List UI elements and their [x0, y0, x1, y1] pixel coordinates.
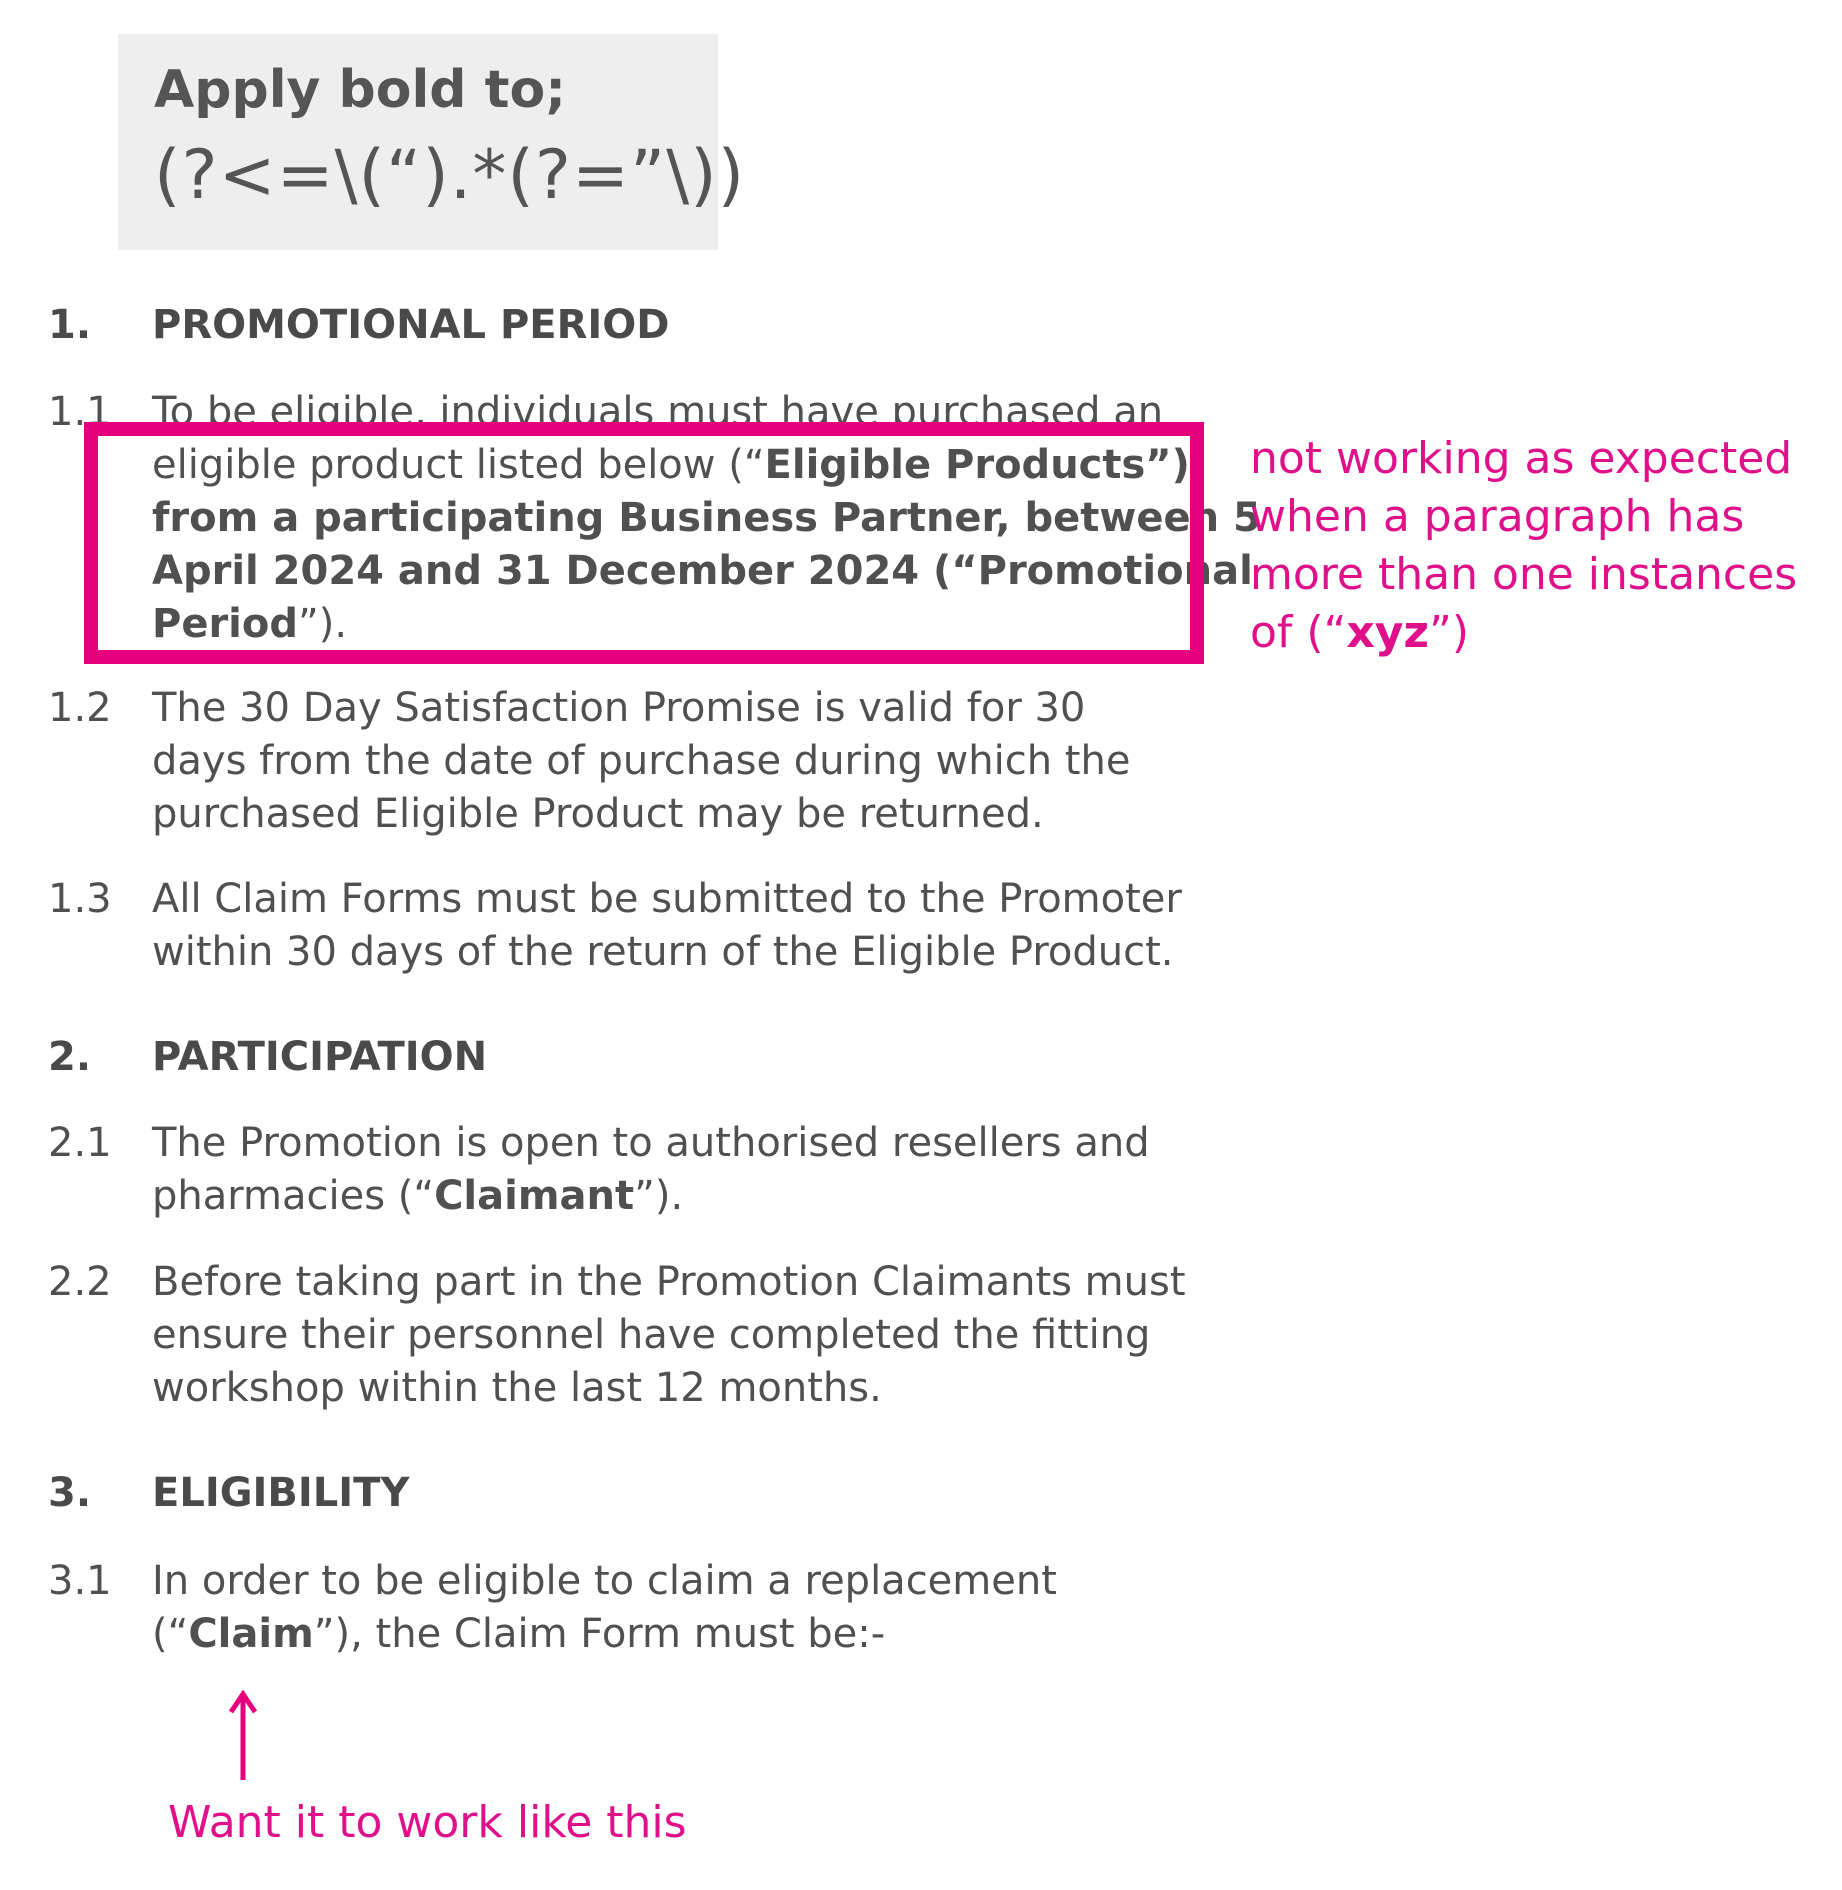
- issue-annotation: [1250, 430, 1797, 662]
- clause-body: [152, 873, 1182, 979]
- clause-line: from a participating Business Partner, between 5: [152, 495, 1261, 541]
- clause-line: Before taking part in the Promotion Claimants must: [152, 1259, 1186, 1305]
- section-title: PROMOTIONAL PERIOD: [152, 302, 670, 348]
- clause-line: ensure their personnel have completed the fitting: [152, 1312, 1151, 1358]
- annotation-line: when a paragraph has: [1250, 491, 1745, 542]
- highlight-box: [84, 422, 1204, 664]
- clause-line: In order to be eligible to claim a replacement: [152, 1558, 1057, 1604]
- section-number: 2.: [48, 1034, 92, 1080]
- clause-body: [152, 1117, 1150, 1223]
- annotation-line: not working as expected: [1250, 433, 1793, 484]
- clause-number: 1.2: [48, 685, 112, 731]
- clause-bold-text: Claim: [188, 1611, 314, 1657]
- clause-line: purchased Eligible Product may be returned.: [152, 791, 1044, 837]
- up-arrow-icon: [228, 1690, 258, 1782]
- clause-line: The Promotion is open to authorised resellers and: [152, 1120, 1150, 1166]
- section-number: 1.: [48, 302, 92, 348]
- callout-title: Apply bold to;: [154, 60, 566, 120]
- clause-body: [152, 682, 1130, 841]
- desired-annotation: Want it to work like this: [168, 1797, 687, 1848]
- clause-line: The 30 Day Satisfaction Promise is valid for 30: [152, 685, 1086, 731]
- clause-text: ”).: [298, 601, 348, 647]
- clause-number: 3.1: [48, 1558, 112, 1604]
- clause-line: workshop within the last 12 months.: [152, 1365, 882, 1411]
- clause-line: within 30 days of the return of the Eligible Product.: [152, 929, 1174, 975]
- clause-body: [152, 1555, 1057, 1661]
- annotation-text: of (“: [1250, 607, 1347, 658]
- clause-text: ”), the Claim Form must be:-: [313, 1611, 886, 1657]
- section-title: PARTICIPATION: [152, 1034, 488, 1080]
- clause-bold-text: Eligible Products”): [764, 442, 1190, 488]
- clause-text: ”).: [634, 1173, 684, 1219]
- clause-text: pharmacies (“: [152, 1173, 435, 1219]
- clause-line: days from the date of purchase during which the: [152, 738, 1131, 784]
- annotation-bold-text: xyz: [1346, 607, 1430, 658]
- callout-regex: (?<=\(“).*(?=”\)): [154, 136, 746, 215]
- clause-text: eligible product listed below (“: [152, 442, 765, 488]
- annotation-line: [1250, 604, 1797, 662]
- clause-number: 2.2: [48, 1259, 112, 1305]
- clause-number: 2.1: [48, 1120, 112, 1166]
- clause-number: 1.3: [48, 876, 112, 922]
- clause-line: April 2024 and 31 December 2024 (“Promotional: [152, 548, 1253, 594]
- section-number: 3.: [48, 1470, 92, 1516]
- clause-line: All Claim Forms must be submitted to the Promoter: [152, 876, 1182, 922]
- clause-line: [152, 1608, 1057, 1661]
- clause-bold-text: Period: [152, 601, 298, 647]
- clause-body: [152, 1256, 1186, 1415]
- section-title: ELIGIBILITY: [152, 1470, 410, 1516]
- clause-line: To be eligible, individuals must have purchased an: [152, 389, 1164, 435]
- clause-text: (“: [152, 1611, 189, 1657]
- clause-bold-text: Claimant: [434, 1173, 635, 1219]
- annotation-text: ”): [1429, 607, 1469, 658]
- clause-number: 1.1: [48, 389, 112, 435]
- regex-callout: [118, 34, 746, 250]
- annotation-line: more than one instances: [1250, 549, 1798, 600]
- clause-line: [152, 1170, 1150, 1223]
